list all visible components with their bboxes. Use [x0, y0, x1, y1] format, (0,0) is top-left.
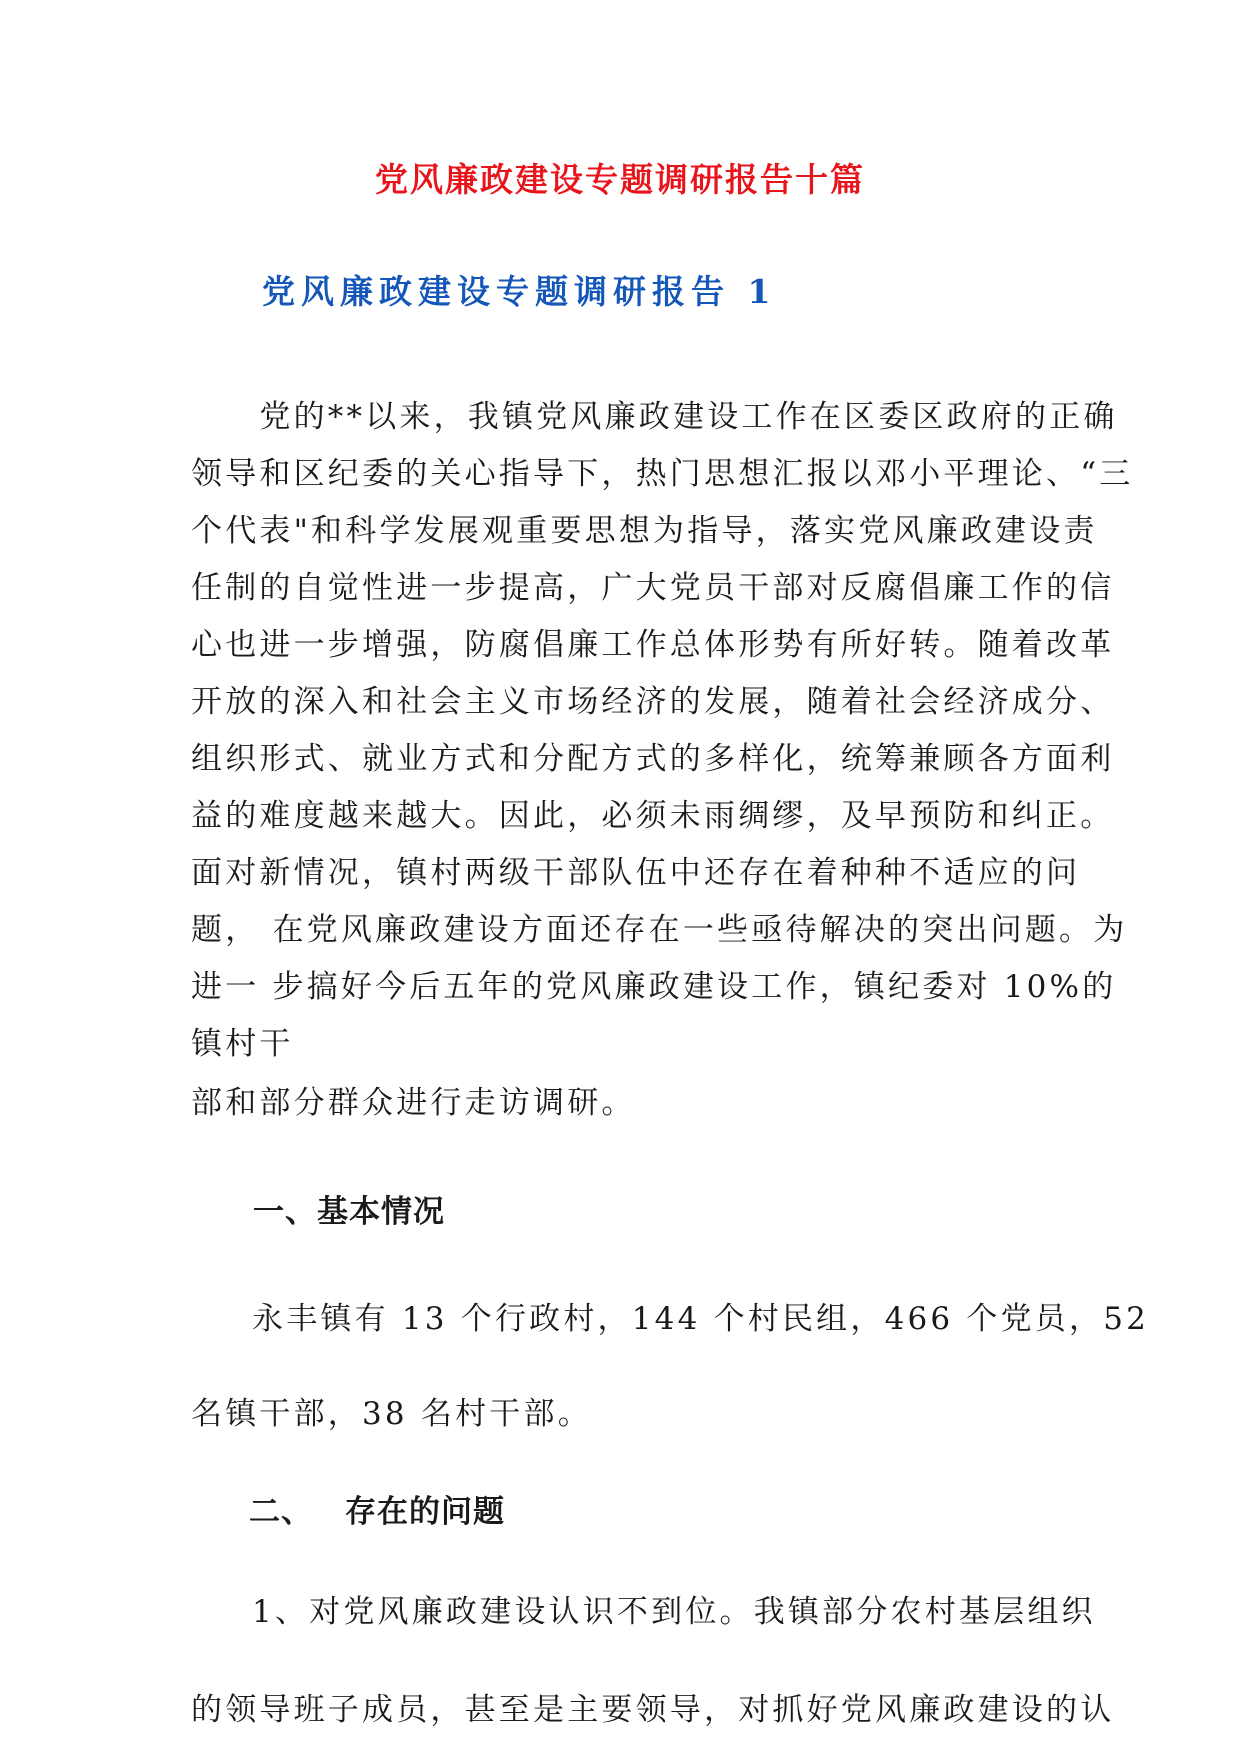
section-heading-problems [249, 1490, 505, 1534]
intro-line: 益的难度越来越大。因此，必须未雨绸缪，及早预防和纠正。 [191, 798, 1115, 834]
section-heading-text: 存在的问题 [345, 1494, 505, 1530]
intro-line: 镇村干 [191, 1026, 294, 1062]
intro-paragraph [191, 389, 1134, 1073]
basic-info-line-1: 永丰镇有 13 个行政村，144 个村民组，466 个党员，52 [252, 1301, 1150, 1337]
intro-line: 个代表"和科学发展观重要思想为指导，落实党风廉政建设责 [191, 513, 1098, 549]
intro-line: 组织形式、就业方式和分配方式的多样化，统筹兼顾各方面利 [191, 741, 1115, 777]
basic-info-line-2: 名镇干部，38 名村干部。 [191, 1396, 592, 1432]
problems-line-1: 1、对党风廉政建设认识不到位。我镇部分农村基层组织 [252, 1594, 1096, 1630]
intro-line: 面对新情况，镇村两级干部队伍中还存在着种种不适应的问 [191, 855, 1081, 891]
intro-tail-line: 部和部分群众进行走访调研。 [191, 1085, 636, 1121]
report-subtitle: 党风廉政建设专题调研报告 1 [262, 272, 777, 311]
section-heading-basic-info: 一、基本情况 [253, 1194, 445, 1230]
intro-line: 领导和区纪委的关心指导下，热门思想汇报以邓小平理论、“三 [191, 456, 1134, 492]
intro-line: 进一 步搞好今后五年的党风廉政建设工作，镇纪委对 10%的 [191, 969, 1117, 1005]
intro-line: 任制的自觉性进一步提高，广大党员干部对反腐倡廉工作的信 [191, 570, 1115, 606]
document-main-title: 党风廉政建设专题调研报告十篇 [375, 160, 865, 199]
section-heading-number: 二、 [249, 1494, 313, 1530]
intro-line: 题， 在党风廉政建设方面还存在一些亟待解决的突出问题。为 [191, 912, 1128, 948]
intro-line: 党的**以来，我镇党风廉政建设工作在区委区政府的正确 [191, 399, 1118, 435]
problems-line-2: 的领导班子成员，甚至是主要领导，对抓好党风廉政建设的认 [191, 1692, 1115, 1728]
intro-line: 开放的深入和社会主义市场经济的发展，随着社会经济成分、 [191, 684, 1115, 720]
intro-line: 心也进一步增强，防腐倡廉工作总体形势有所好转。随着改革 [191, 627, 1115, 663]
